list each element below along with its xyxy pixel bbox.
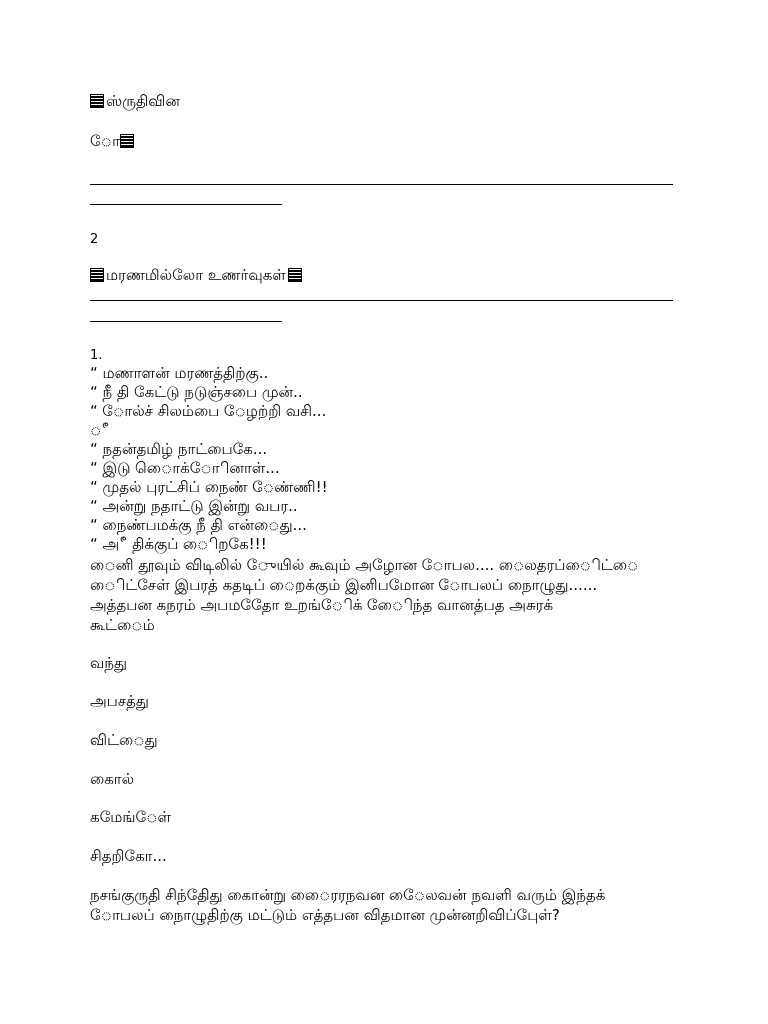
divider — [90, 184, 673, 185]
prose-line: ைிட்சேள் இபரத் கதடிப் ைறக்கும் இனிபமோன ோபலப் நைாழுது...... — [90, 576, 598, 594]
prose-line: அத்தபன கநரம் அபமதேோ உறங்ேிக் ைேிந்த வானத்பத அசுரக் — [90, 596, 554, 614]
decorative-glyph-icon — [90, 268, 104, 282]
verse-line: “ நைண்பமக்கு நீ தி என்ைது... — [90, 516, 307, 534]
verse-line: “ இடு ைொக்ோினாள்... — [90, 459, 280, 477]
single-word: அபசத்து — [90, 692, 149, 710]
verse-line: “ அீ திக்குப் ைிறகே!!! — [90, 535, 267, 553]
title-line-1 — [90, 92, 180, 111]
single-word: விட்ைது — [90, 731, 158, 749]
divider — [90, 300, 673, 301]
title-text-2: ோ — [90, 132, 120, 150]
final-line: நசங்குருதி சிந்திேது கைான்று ைைரரநவன ேைலவன் நவளி வரும் இந்தக் — [90, 886, 606, 904]
final-line: ோபலப் நைாழுதிற்கு மட்டும் எத்தபன விதமான முன்னறிவிப்புேள்? — [90, 906, 560, 924]
page-number: 2 — [90, 232, 99, 247]
single-word: வந்து — [90, 654, 127, 672]
list-number: 1. — [90, 348, 103, 363]
divider — [90, 204, 282, 205]
chapter-title — [90, 266, 304, 285]
single-word: கமேங்ேள் — [90, 808, 172, 826]
decorative-glyph-icon — [288, 268, 302, 282]
title-line-2 — [90, 132, 136, 151]
verse-line: “ நீ தி கேட்டு நடுஞ்சபை முன்.. — [90, 383, 303, 401]
decorative-glyph-icon — [90, 94, 104, 108]
verse-line: “ முதல் புரட்சிப் நைண் ேண்ணி!! — [90, 478, 328, 496]
chapter-title-text: மரணமில்லோ உணர்வுகள் — [106, 266, 286, 284]
prose-line: கூட்ைம் — [90, 616, 155, 634]
verse-line: ீ — [90, 421, 110, 439]
single-word: கைால் — [90, 770, 135, 788]
divider — [90, 321, 282, 322]
decorative-glyph-icon — [120, 134, 134, 148]
verse-line: “ ோல்ச் சிலம்பை ேழற்றி வசி... — [90, 402, 327, 420]
verse-line: “ நதன்தமிழ் நாட்பைகே... — [90, 440, 268, 458]
verse-line: “ மணாளன் மரணத்திற்கு.. — [90, 364, 269, 382]
prose-line: ைனி தூவும் விடிலில் ேுயில் கூவும் அழோன ோபல.... ைலதரப்ைிட்ை — [90, 556, 639, 574]
title-text-1: ஸ்ருதிவின — [106, 92, 180, 110]
single-word: சிதறிகோ... — [90, 847, 167, 865]
verse-line: “ அன்று நதாட்டு இன்று வபர.. — [90, 497, 298, 515]
